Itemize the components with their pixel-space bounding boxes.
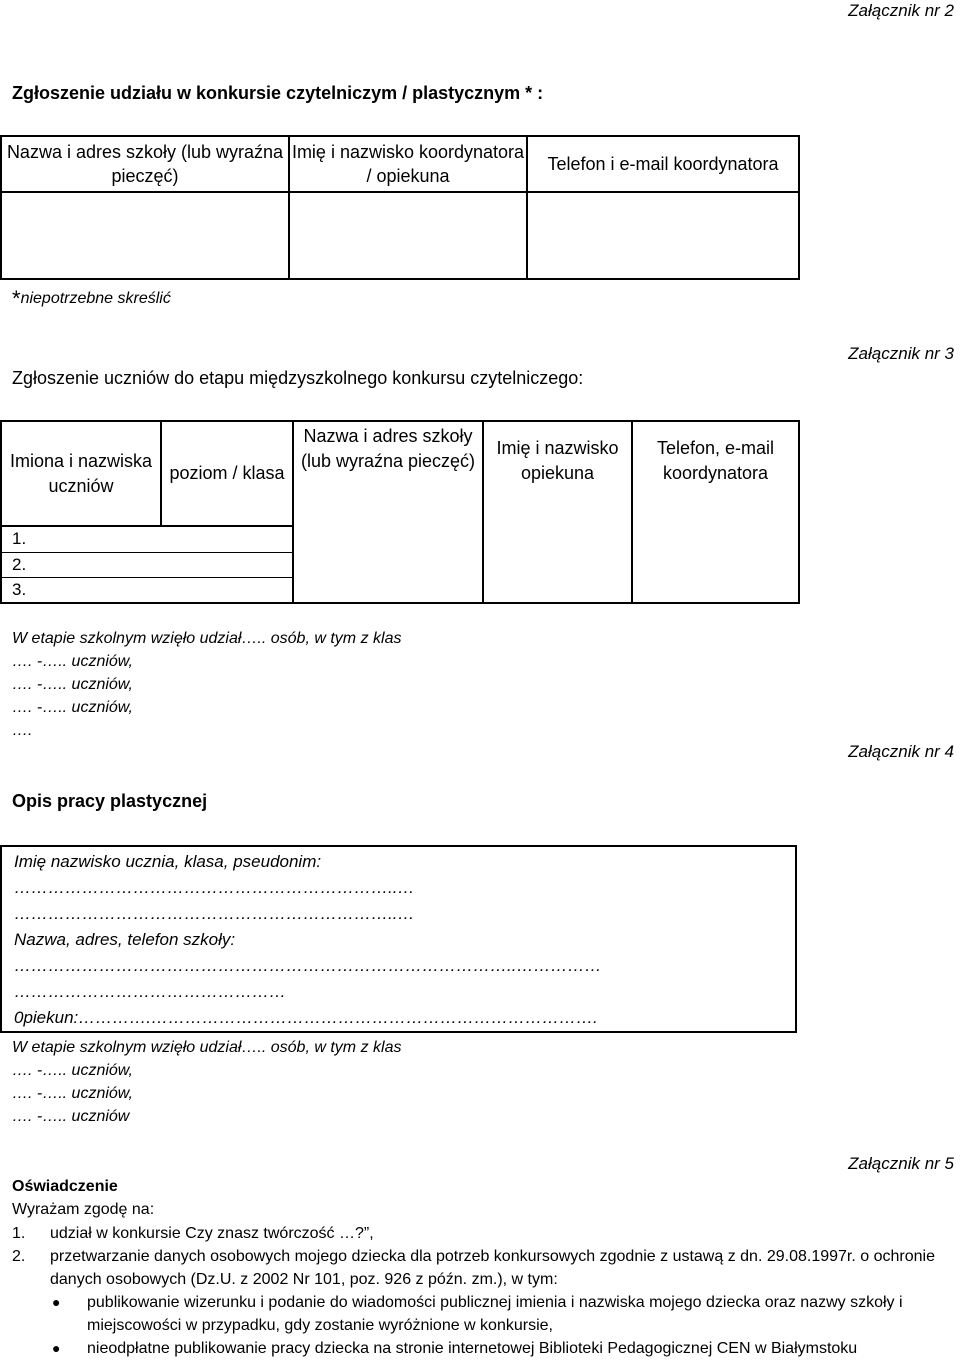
annex5-title: Oświadczenie — [12, 1178, 118, 1195]
consent-item-number: 1. — [12, 1225, 26, 1242]
consent-bullet: ● publikowanie wizerunku i podanie do wiadomości publicznej imienia i nazwiska mojego dziecka oraz nazwy szkoły i miejscowości w przypadku, gdy zostanie wyróżnione w konkursie, — [12, 1291, 942, 1337]
participation-line: …. -….. uczniów, — [12, 676, 133, 693]
participation-line: …. -….. uczniów — [12, 1108, 130, 1125]
consent-item-number: 2. — [12, 1248, 26, 1265]
annex3-participation — [12, 627, 401, 742]
participation-line: …. -….. uczniów, — [12, 653, 133, 670]
header-guardian: Imię i nazwisko opiekuna — [483, 421, 632, 603]
participation-line: …. -….. uczniów, — [12, 1062, 133, 1079]
box-line: ………………………………………… — [14, 982, 286, 1001]
annex4-participation — [12, 1036, 401, 1128]
consent-item — [12, 1222, 942, 1245]
participation-line: …. -….. uczniów, — [12, 699, 133, 716]
header-contact: Telefon i e-mail koordynatora — [527, 136, 799, 192]
header-students: Imiona i nazwiska uczniów — [1, 421, 161, 526]
annex2-table — [0, 135, 800, 280]
annex4-title: Opis pracy plastycznej — [12, 791, 208, 811]
box-line: 0piekun:………….……………………………………………………………………. — [14, 1008, 598, 1027]
student-row[interactable]: 1. — [12, 529, 27, 548]
header-school-address: Nazwa i adres szkoły (lub wyraźna pieczęć) — [293, 421, 483, 603]
student-row[interactable]: 3. — [2, 577, 292, 602]
consent-list — [12, 1222, 942, 1360]
participation-line: …. — [12, 722, 33, 739]
header-coordinator: Imię i nazwisko koordynatora / opiekuna — [289, 136, 527, 192]
contact-cell[interactable] — [527, 192, 799, 279]
box-line: Imię nazwisko ucznia, klasa, pseudonim: — [14, 852, 322, 871]
annex5-intro: Wyrażam zgodę na: — [12, 1201, 155, 1218]
annex4-label: Załącznik nr 4 — [848, 742, 954, 761]
annex5-label: Załącznik nr 5 — [848, 1154, 954, 1173]
consent-item — [12, 1245, 942, 1291]
footnote-star: * — [12, 286, 21, 311]
header-school: Nazwa i adres szkoły (lub wyraźna pieczęć) — [1, 136, 289, 192]
header-level: poziom / klasa — [161, 421, 293, 526]
box-line: ……………………………………………………………………………..…………… — [14, 956, 602, 975]
footnote — [12, 286, 171, 312]
school-cell[interactable] — [1, 192, 289, 279]
annex2-title: Zgłoszenie udziału w konkursie czytelniczym / plastycznym * : — [12, 83, 544, 103]
header-coordinator-contact: Telefon, e-mail koordynatora — [632, 421, 799, 603]
annex3-table — [0, 420, 800, 604]
box-line: …………………………………………………………..… — [14, 904, 415, 923]
participation-line: W etapie szkolnym wzięło udział….. osób, w tym z klas — [12, 1039, 402, 1056]
participation-line: …. -….. uczniów, — [12, 1085, 133, 1102]
consent-item-text: udział w konkursie Czy znasz twórczość …?”, — [50, 1225, 374, 1242]
artwork-description-box[interactable] — [0, 845, 797, 1033]
annex2-label: Załącznik nr 2 — [848, 1, 954, 20]
annex3-label: Załącznik nr 3 — [848, 344, 954, 363]
coordinator-cell[interactable] — [289, 192, 527, 279]
consent-bullet: ● nieodpłatne publikowanie pracy dziecka na stronie internetowej Biblioteki Pedagogicznej CEN w Białymstoku — [12, 1337, 942, 1360]
consent-item-text: przetwarzanie danych osobowych mojego dziecka dla potrzeb konkursowych zgodnie z ustawą z dn. 29.08.1997r. o ochronie danych osobowych (Dz.U. z 2002 Nr 101, poz. 926 z późn. zm.), w tym: — [50, 1248, 935, 1288]
student-rows — [1, 526, 293, 603]
box-line: Nazwa, adres, telefon szkoły: — [14, 930, 236, 949]
footnote-text: niepotrzebne skreślić — [20, 290, 171, 307]
annex3-title: Zgłoszenie uczniów do etapu międzyszkolnego konkursu czytelniczego: — [12, 368, 584, 388]
student-row[interactable]: 2. — [2, 552, 292, 577]
box-line: …………………………………………………………..… — [14, 878, 415, 897]
participation-line: W etapie szkolnym wzięło udział….. osób, w tym z klas — [12, 630, 402, 647]
